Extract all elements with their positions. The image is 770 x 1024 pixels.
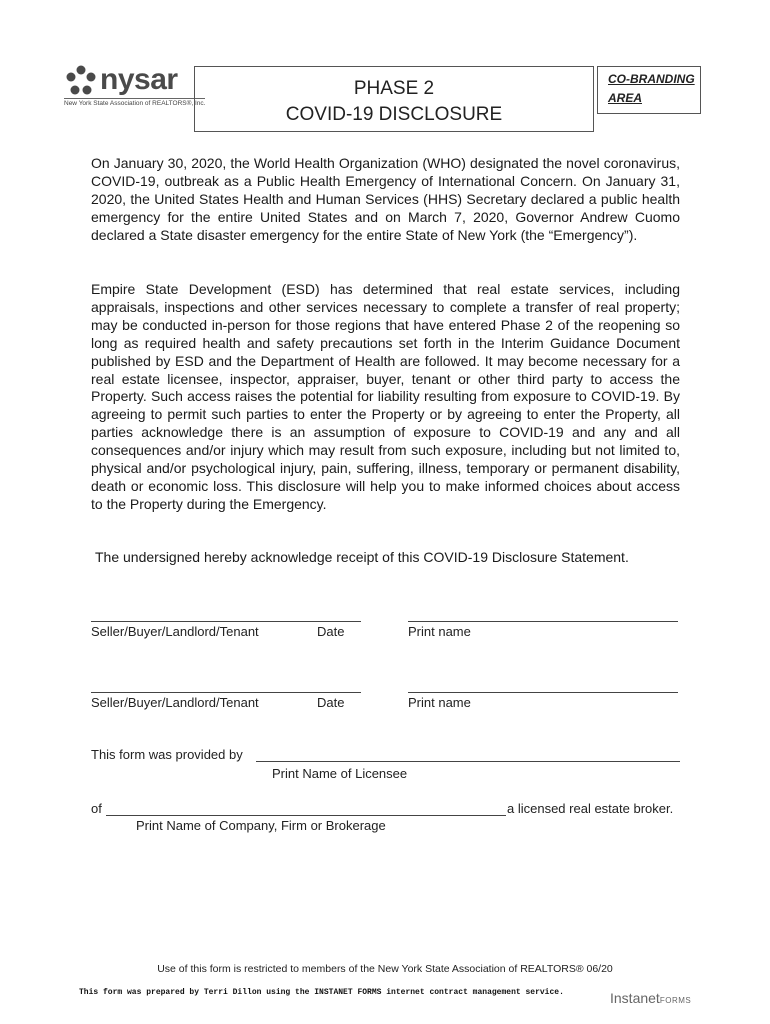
instanet-forms-logo <box>610 990 691 1006</box>
nysar-star-icon <box>64 64 98 98</box>
brokerage-prefix: of <box>91 801 102 816</box>
signature-line-1[interactable] <box>91 621 361 622</box>
title-box <box>194 66 594 132</box>
cobranding-line-2: AREA <box>608 91 643 105</box>
nysar-logo <box>62 62 206 112</box>
date-label-2: Date <box>317 695 345 710</box>
logo-subtitle: New York State Association of REALTORS®, Inc. <box>64 100 206 107</box>
instanet-brand-small: FORMS <box>659 996 692 1005</box>
print-name-label-1: Print name <box>408 624 471 639</box>
brokerage-suffix: a licensed real estate broker. <box>507 801 674 816</box>
title-line-2: COVID-19 DISCLOSURE <box>285 104 503 125</box>
title-line-1: PHASE 2 <box>353 78 435 99</box>
print-name-line-2[interactable] <box>408 692 678 693</box>
licensee-caption: Print Name of Licensee <box>272 766 408 781</box>
logo-name: nysar <box>100 63 178 96</box>
restriction-notice: Use of this form is restricted to members of the New York State Association of REALTORS® 06/20 <box>157 963 613 975</box>
print-name-line-1[interactable] <box>408 621 678 622</box>
party-label-2: Seller/Buyer/Landlord/Tenant <box>91 695 259 710</box>
prepared-by-notice: This form was prepared by Terri Dillon using the INSTANET FORMS internet contract management service. <box>79 988 564 997</box>
instanet-brand-main: Instanet <box>610 990 660 1006</box>
paragraph-emergency: On January 30, 2020, the World Health Organization (WHO) designated the novel coronavirus, COVID-19, outbreak as a Public Health Emergency of International Concern. On January 31, 2020, the United States Health and Human Services (HHS) Secretary declared a public health emergency for the entire United States and on March 7, 2020, Governor Andrew Cuomo declared a State disaster emergency for the entire State of New York (the “Emergency”). <box>91 155 680 243</box>
cobranding-area <box>597 66 701 114</box>
party-label-1: Seller/Buyer/Landlord/Tenant <box>91 624 259 639</box>
print-name-label-2: Print name <box>408 695 471 710</box>
brokerage-name-line[interactable] <box>106 815 506 816</box>
cobranding-line-1: CO-BRANDING <box>608 72 695 86</box>
signature-line-2[interactable] <box>91 692 361 693</box>
provided-by-prefix: This form was provided by <box>91 747 243 762</box>
acknowledgement-text: The undersigned hereby acknowledge receipt of this COVID-19 Disclosure Statement. <box>95 549 629 565</box>
paragraph-esd: Empire State Development (ESD) has determined that real estate services, including appraisals, inspections and other services necessary to complete a transfer of real property; may be conducted in-person for those regions that have entered Phase 2 of the reopening so long as required health and safety precautions set forth in the Interim Guidance Document published by ESD and the Department of Health are followed. It may become necessary for a real estate licensee, inspector, appraiser, buyer, tenant or other third party to access the Property. Such access raises the potential for liability resulting from exposure to COVID-19. By agreeing to permit such parties to enter the Property or by agreeing to enter the Property, all parties acknowledge there is an assumption of exposure to COVID-19 and any and all consequences and/or injury which may result from such exposure, including but not limited to, physical and/or psychological injury, pain, suffering, illness, temporary or permanent disability, death or economic loss. This disclosure will help you to make informed choices about access to the Property during the Emergency. <box>91 281 680 512</box>
brokerage-caption: Print Name of Company, Firm or Brokerage <box>136 818 386 833</box>
licensee-name-line[interactable] <box>256 761 680 762</box>
date-label-1: Date <box>317 624 345 639</box>
